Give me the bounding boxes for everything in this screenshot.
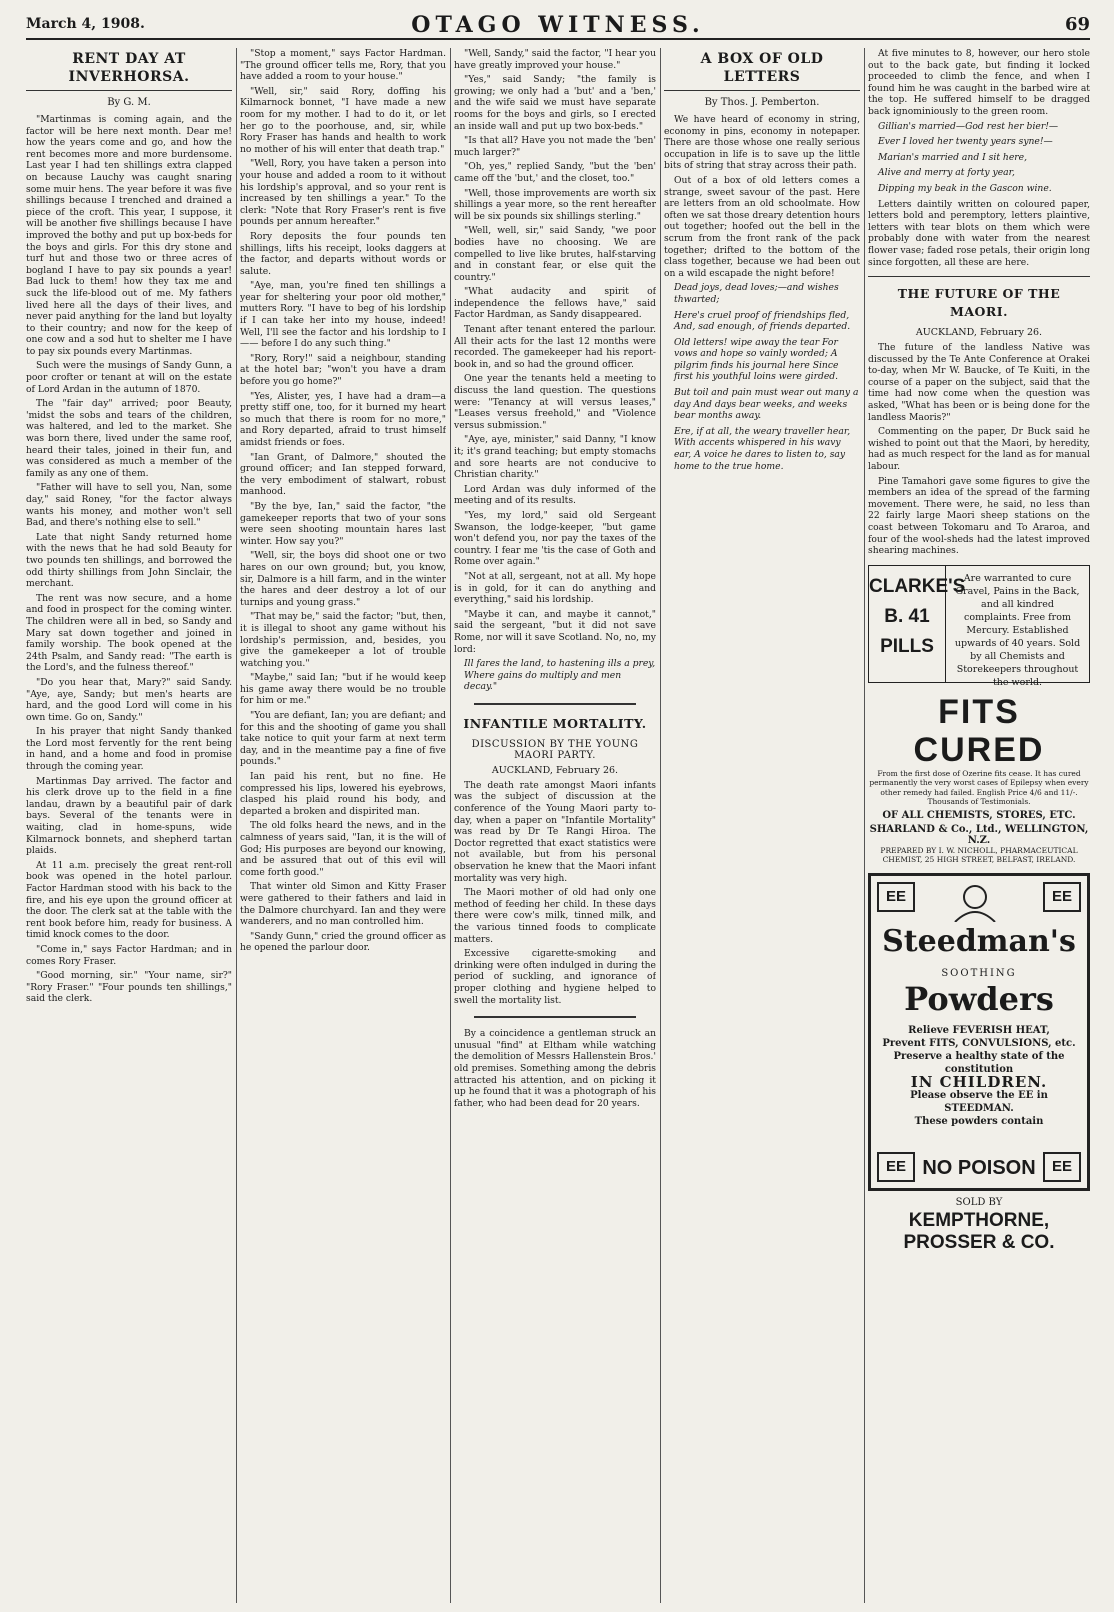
paragraph: "Well, those improvements are worth six shillings a year more, so the rent hereafter will be six pounds six shillings sterling." [454,187,656,222]
verse-quote: Old letters! wipe away the tear For vows and hope so vainly worded; A pilgrim finds his journal here Since first his youthful loins were girded. [674,336,839,383]
advert-tagline: SOOTHING [941,967,1017,979]
verse-line: Marian's married and I sit here, [878,151,1028,163]
paragraph: Pine Tamahori gave some figures to give the members an idea of the spread of the farming movement. There were, he said, no less than 22 fairly large Maori sheep stations on the coast between Tokomaru and To Araroa, and four of the wool-sheds had the latest improved shearing machines. [868,475,1090,557]
column-rule [660,48,661,1603]
article-byline: By G. M. [107,97,151,108]
verse-quote: Ill fares the land, to hastening ills a prey, Where gains do multiply and men decay." [464,658,656,693]
advert-claim: Relieve FEVERISH HEAT, [908,1024,1050,1036]
advert-claim: Please observe the EE in STEEDMAN. [910,1089,1048,1114]
paragraph: "By the bye, Ian," said the factor, "the gamekeeper reports that two of your sons were seen shooting mountain hares last winter. How say you?" [240,500,446,547]
column-rule [236,48,237,1603]
paragraph: The future of the landless Native was discussed by the Te Ante Conference at Orakei to-day, when Mr W. Baucke, of Te Kuiti, in the course of a paper on the subject, said that the time had now come when the question was asked, "What has been or is being done for the landless Maoris?" [868,342,1090,423]
article-subhead: DISCUSSION BY THE YOUNG MAORI PARTY. [471,738,639,761]
paragraph: "Not at all, sergeant, not at all. My hope is in gold, for it can do anything and everything," said his lordship. [454,570,656,606]
verse-quote: Here's cruel proof of friendships fled, And, sad enough, of friends departed. [674,309,851,333]
paragraph: "Come in," says Factor Hardman; and in comes Rory Fraser. [26,943,232,967]
paragraph: In his prayer that night Sandy thanked the Lord most fervently for the rent being in hand, and a home and food in promise through the coming year. [26,726,232,773]
paragraph: "Do you hear that, Mary?" said Sandy. "Aye, aye, Sandy; but men's hearts are hard, and the good Lord will come in his own time. Go on, Sandy." [26,676,232,723]
column-2 [240,48,446,1603]
dateline: AUCKLAND, February 26. [915,327,1043,339]
column-4 [664,48,860,1603]
advert-claim: These powders contain [914,1115,1044,1127]
paragraph: "Rory, Rory!" said a neighbour, standing at the hotel bar; "won't you have a dram before you go home?" [240,352,446,388]
paragraph: The "fair day" arrived; poor Beauty, 'midst the sobs and tears of the children, was haltered, and led to the market. She was born there, lived under the same roof, heard their tales, joined in their fun, and was considered as much a member of the family as any one of them. [26,398,232,479]
paragraph: "Well, sir, the boys did shoot one or two hares on our own ground; but, you know, sir, Dalmore is a hill farm, and in the winter the hares and deer destroy a lot of our turnips and young grass." [240,550,446,608]
paragraph: Excessive cigarette-smoking and drinking were often indulged in during the period of suckling, and ignorance of proper clothing and hygiene helped to swell the mortality list. [454,948,656,1006]
paragraph: Rory deposits the four pounds ten shillings, lifts his receipt, looks daggers at the factor, and departs without words or salute. [240,230,446,277]
paragraph: "What audacity and spirit of independence the fellows have," said Factor Hardman, as Sandy disappeared. [454,286,656,321]
paragraph: "That may be," said the factor; "but, then, it is illegal to shoot any game without his lordship's permission, and, besides, you give the gamekeeper a lot of trouble watching you." [240,611,446,669]
paragraph: "Oh, yes," replied Sandy, "but the 'ben' came off the 'but,' and the closet, too." [454,161,656,184]
clarkes-pills-advert [868,565,1090,688]
verse-line: Gillian's married—God rest her bier!— [878,120,1059,132]
article-headline: A BOX OF OLD LETTERS [664,50,860,91]
paragraph: "Yes," said Sandy; "the family is growing; we only had a 'but' and a 'ben,' and the wife said we must have separate rooms for the boys and girls, so I erected an inside wall and put up two box-beds." [454,74,656,132]
paragraph: The death rate amongst Maori infants was the subject of discussion at the conference of the Young Maori party to-day, when a paper on "Infantile Mortality" was read by Dr Te Rangi Hiroa. The Doctor regretted that exact statistics were not available, but from his personal observation he knew that the Maori infant mortality was very high. [454,779,656,884]
advert-copy: From the first dose of Ozerine fits cease. It has cured permanently the very worst cases of Epilepsy when every other remedy had failed. English Price 4/6 and 11/-. Thousands of Testimonials. [869,768,1089,807]
paragraph: Letters daintily written on coloured paper, letters bold and peremptory, letters plaintive, letters with tear blots on them which were probably done with water from the nearest flower vase; faded rose petals, their origin long since forgotten, all these are here. [868,198,1090,268]
sold-by-label: SOLD BY [955,1196,1003,1208]
article-byline: By Thos. J. Pemberton. [704,97,820,108]
advert-copy: Are warranted to cure Gravel, Pains in the Back, and all kindred complaints. Free from Mercury. Established upwards of 40 years. Sold by all Chemists and Storekeepers throughout the world. [954,572,1081,688]
advert-product: Powders [904,979,1054,1018]
article-headline: INFANTILE MORTALITY. [463,715,647,731]
paragraph: Lord Ardan was duly informed of the meeting and of its results. [454,483,656,507]
divider [868,276,1090,277]
paragraph: "Maybe," said Ian; "but if he would keep his game away there would be no trouble for him or me." [240,672,446,707]
paragraph: "Stop a moment," says Factor Hardman. "The ground officer tells me, Rory, that you have added a room to your house." [240,48,446,83]
paragraph: The old folks heard the news, and in the calmness of years said, "Ian, it is the will of God; His purposes are beyond our knowing, and be assured that out of this evil will come forth good." [240,820,446,878]
column-3 [454,48,656,1603]
ee-trademark-icon: EE [1043,882,1081,912]
paragraph: Late that night Sandy returned home with the news that he had sold Beauty for two pounds ten shillings, and borrowed the odd thirty shillings from John Sinclair, the merchant. [26,531,232,590]
paragraph: "Good morning, sir." "Your name, sir?" "Rory Fraser." "Four pounds ten shillings," said the clerk. [26,970,232,1005]
paragraph: "Aye, aye, minister," said Danny, "I know it; it's grand teaching; but empty stomachs and sore hearts are not conducive to Christian charity." [454,434,656,481]
dateline: AUCKLAND, February 26. [491,764,619,776]
verse-quote: But toil and pain must wear out many a day And days bear weeks, and weeks bear months away. [674,387,859,422]
advert-agent: SHARLAND & Co., Ltd., WELLINGTON, N.Z. [869,823,1089,846]
column-rule [864,48,865,1603]
advert-headline: FITS CURED [913,692,1045,769]
divider [474,703,636,705]
page-number: 69 [1064,14,1090,35]
verse-line: Alive and merry at forty year, [878,167,1015,179]
paragraph: Martinmas Day arrived. The factor and his clerk drove up to the field in a fine landau, drawn by a beautiful pair of dark bays. Several of the tenants were in waiting, clad in home-spuns, wide Kilmarnock bonnets, and shepherd tartan plaids. [26,775,232,857]
paragraph: "Well, well, sir," said Sandy, "we poor bodies have no choosing. We are compelled to live like brutes, half-starving and in constant fear, or else quit the country." [454,225,656,283]
article-headline: THE FUTURE OF THE MAORI. [897,286,1061,320]
paragraph: "Is that all? Have you not made the 'ben' much larger?" [454,135,656,158]
paragraph: Out of a box of old letters comes a strange, sweet savour of the past. Here are letters from an old schoolmate. How often we sat those dreary detention hours out together; hoofed out the bell in the scrum from the front rank of the pack together; drifted to the bottom of the class together, because we had been out on a wild escapade the night before! [664,174,860,279]
paragraph: Such were the musings of Sandy Gunn, a poor crofter or tenant at will on the estate of Lord Ardan in the autumn of 1870. [26,360,232,395]
paragraph: "Well, Rory, you have taken a person into your house and added a room to it without his lordship's approval, and so your rent is increased by ten shillings a year." To the clerk: "Note that Rory Fraser's rent is five pounds per annum hereafter." [240,158,446,228]
verse-line: Ever I loved her twenty years syne!— [878,136,1053,148]
paragraph: At five minutes to 8, however, our hero stole out to the back gate, but finding it locked proceeded to climb the fence, and when I found him he was caught in the barbed wire at the top. He suffered himself to be dragged back ignominiously to the green room. [868,48,1090,117]
verse-quote: Dead joys, dead loves;—and wishes thwarted; [674,282,839,305]
steedmans-powders-advert [868,873,1090,1191]
advert-claims [881,1024,1077,1128]
paragraph: Commenting on the paper, Dr Buck said he wished to point out that the Maori, by heredity, had as much respect for the land as for manual labour. [868,426,1090,473]
paragraph: One year the tenants held a meeting to discuss the land question. The questions were: "Tenancy at will versus leases," "Leases versus freehold," and "Violence versus submission." [454,373,656,431]
paragraph: "Well, sir," said Rory, doffing his Kilmarnock bonnet, "I have made a new room for my mother. I had to do it, or let her go to the poorhouse, and, sir, while Rory Fraser has hands and health to work no mother of his will enter that death trap." [240,85,446,155]
issue-date: March 4, 1908. [26,16,145,32]
paragraph: We have heard of economy in string, economy in pins, economy in notepaper. There are those whose one really serious occupation in life is to save up the little bits of string that stray across their path. [664,114,860,172]
ee-trademark-icon: EE [877,1152,915,1182]
paragraph: "Ian Grant, of Dalmore," shouted the ground officer; and Ian stepped forward, the very embodiment of stalwart, robust manhood. [240,451,446,498]
infant-illustration-icon [945,882,1005,922]
divider [474,1016,636,1018]
paragraph: "Maybe it can, and maybe it cannot," said the sergeant, "but it did not save Rome, nor will it save Scotland. No, no, my lord: [454,608,656,655]
masthead [26,8,1090,40]
paragraph: "Martinmas is coming again, and the factor will be here next month. Dear me! how the years come and go, and how the rent becomes more and more burdensome. Last year I had ten shillings extra clapped on because Lauchy was caught snaring some muir hens. The year before it was five shillings because I trenched and drained a piece of the croft. This year, I suppose, it will be another five shillings because I have improved the bothy and put up box-beds for the boys and girls. For this dry stone and turf hut and those two or three acres of bogland I have to pay six pounds a year! Bad luck to them! how they tax me and suck the life-blood out of me. My fathers lived here all the days of their lives, and never paid anything for the land but loyalty to their country; and now for the keep of one cow and a sod hut to shelter me I have to pay six pounds every Martinmas. [26,114,232,357]
paragraph: At 11 a.m. precisely the great rent-roll book was opened in the hotel parlour. Factor Hardman stood with his back to the fire, and his eye upon the ground officer at the door. The clerk sat at the table with the rent book before him, ready for business. A timid knock comes to the door. [26,859,232,941]
paragraph: "You are defiant, Ian; you are defiant; and for this and the shooting of game you shall take notice to quit your farm at next term day, and in the meantime pay a fine of five pounds." [240,710,446,768]
paragraph: That winter old Simon and Kitty Fraser were gathered to their fathers and laid in the Dalmore churchyard. Ian and they were wanderers, and no man controlled him. [240,881,446,928]
paragraph: "Father will have to sell you, Nan, some day," said Roney, "for the factor always wants his money, and mother won't sell Bad, and there's nothing else to sell." [26,482,232,529]
paragraph: Ian paid his rent, but no fine. He compressed his lips, lowered his eyebrows, clasped his plaid round his body, and departed a broken and dispirited man. [240,771,446,817]
advert-prepared-by: PREPARED BY I. W. NICHOLL, PHARMACEUTICAL CHEMIST, 25 HIGH STREET, BELFAST, IRELAND. [880,845,1078,865]
no-poison-label: NO POISON [922,1156,1036,1179]
paragraph: "Sandy Gunn," cried the ground officer as he opened the parlour door. [240,930,446,954]
paragraph: Tenant after tenant entered the parlour. All their acts for the last 12 months were recorded. The gamekeeper had his report-book in, and so had the ground officer. [454,324,656,370]
advert-product-name: CLARKE'S B. 41 PILLS [869,566,946,682]
paragraph: "Yes, Alister, yes, I have had a dram—a pretty stiff one, too, for it burned my heart so much that there is room for no more," and Rory departed, afraid to trust himself amidst friends or foes. [240,390,446,448]
ee-trademark-icon: EE [877,882,915,912]
paragraph: The Maori mother of old had only one method of feeding her child. In these days there were cow's milk, tinned milk, and the various tinned foods to complicate matters. [454,887,656,945]
advert-claim: Prevent FITS, CONVULSIONS, etc. [882,1037,1076,1049]
ee-trademark-icon: EE [1043,1152,1081,1182]
column-rule [450,48,451,1603]
advert-claim: IN CHILDREN. [910,1072,1048,1091]
newspaper-title: OTAGO WITNESS. [411,12,705,38]
verse-quote: Ere, if at all, the weary traveller hear, With accents whispered in his wavy ear, A voice he dares to listen to, say home to the true home. [674,425,851,472]
advert-brand: Steedman's [882,923,1076,959]
advert-stockists: OF ALL CHEMISTS, STORES, ETC. [882,809,1076,821]
paragraph: "Well, Sandy," said the factor, "I hear you have greatly improved your house." [454,48,656,71]
paragraph: The rent was now secure, and a home and food in prospect for the coming winter. The children were all in bed, so Sandy and Mary sat down together and joined in family worship. The book opened at the 24th Psalm, and Sandy read: "The earth is the Lord's, and the fulness thereof." [26,592,232,674]
advert-claim: Preserve a healthy state of the constitution [893,1050,1065,1075]
verse-line: Dipping my beak in the Gascon wine. [878,182,1052,194]
article-headline: RENT DAY AT INVERHORSA. [26,50,232,91]
paragraph: By a coincidence a gentleman struck an unusual "find" at Eltham while watching the demolition of Messrs Hallenstein Bros.' old premises. Something among the debris attracted his attention, and on picking it up he found that it was a photograph of his father, who had been dead for 20 years. [454,1028,656,1109]
column-1 [26,48,232,1603]
distributor-name: KEMPTHORNE, PROSSER & CO. [903,1209,1055,1253]
paragraph: "Aye, man, you're fined ten shillings a year for sheltering your poor old mother," mutters Rory. "I have to beg of his lordship if I can take her into my house, indeed! Well, I'll see the factor and his lordship to I—— before I do any such thing." [240,280,446,350]
fits-cured-advert [868,693,1090,865]
column-5 [868,48,1090,1603]
paragraph: "Yes, my lord," said old Sergeant Swanson, the lodge-keeper, "but game won't defend you, nor pay the taxes of the country. I fear me 'tis the case of Goth and Rome over again." [454,509,656,568]
